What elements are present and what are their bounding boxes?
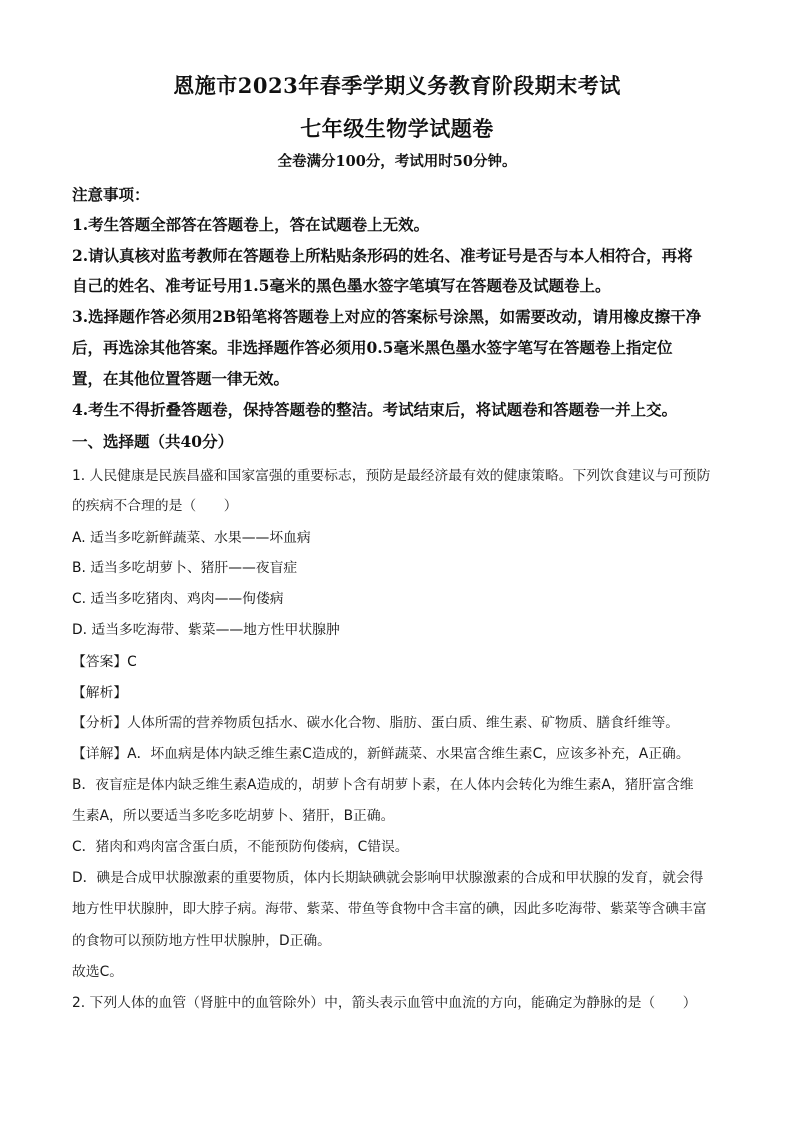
q1-answer: 【答案】C <box>72 654 137 670</box>
q1-explanation-line: B．夜盲症是体内缺乏维生素A造成的，胡萝卜含有胡萝卜素，在人体内会转化为维生素A，猪肝富含维 <box>72 777 694 793</box>
notice-item-2: 2.请认真核对监考教师在答题卷上所粘贴条形码的姓名、准考证号是否与本人相符合，再将 <box>72 246 693 265</box>
q1-option-d: D. 适当多吃海带、紫菜——地方性甲状腺肿 <box>72 622 340 638</box>
q1-option-c: C. 适当多吃猪肉、鸡肉——佝偻病 <box>72 591 284 607</box>
exam-title: 恩施市2023年春季学期义务教育阶段期末考试 <box>173 73 621 98</box>
q1-explanation-line: 的食物可以预防地方性甲状腺肿，D正确。 <box>72 933 331 949</box>
q1-explanation-line: 【详解】A．坏血病是体内缺乏维生素C造成的，新鲜蔬菜、水果富含维生素C，应该多补充，A正确。 <box>72 746 690 762</box>
exam-score-time: 全卷满分100分，考试用时50分钟。 <box>277 153 517 170</box>
q1-conclusion: 故选C。 <box>72 964 124 980</box>
q1-stem-cont: 的疾病不合理的是（ ） <box>72 498 238 514</box>
q1-explanation-line: C．猪肉和鸡肉富含蛋白质，不能预防佝偻病，C错误。 <box>72 839 409 855</box>
notice-item-2-cont: 自己的姓名、准考证号用1.5毫米的黑色墨水签字笔填写在答题卷及试题卷上。 <box>72 276 611 295</box>
q2-stem: 2. 下列人体的血管（肾脏中的血管除外）中，箭头表示血管中血流的方向，能确定为静脉的是（ ） <box>72 995 697 1011</box>
notice-heading: 注意事项： <box>72 185 150 204</box>
q1-explanation-line: 【分析】人体所需的营养物质包括水、碳水化合物、脂肪、蛋白质、维生素、矿物质、膳食纤维等。 <box>72 715 680 731</box>
q1-stem: 1. 人民健康是民族昌盛和国家富强的重要标志，预防是最经济最有效的健康策略。下列饮食建议与可预防 <box>72 468 711 484</box>
q1-explanation-line: 地方性甲状腺肿，即大脖子病。海带、紫菜、带鱼等食物中含丰富的碘，因此多吃海带、紫菜等含碘丰富 <box>72 901 707 917</box>
q1-option-a: A. 适当多吃新鲜蔬菜、水果——坏血病 <box>72 530 311 546</box>
q1-explanation-line: 生素A，所以要适当多吃多吃胡萝卜、猪肝，B正确。 <box>72 808 395 824</box>
section-heading: 一、选择题（共40分） <box>72 432 234 451</box>
notice-item-1: 1.考生答题全部答在答题卷上，答在试题卷上无效。 <box>72 215 430 234</box>
notice-item-3-cont2: 置，在其他位置答题一律无效。 <box>72 369 290 388</box>
q1-explanation-line: D．碘是合成甲状腺激素的重要物质，体内长期缺碘就会影响甲状腺激素的合成和甲状腺的发育，就会得 <box>72 870 704 886</box>
q1-analysis-label: 【解析】 <box>72 685 128 701</box>
notice-item-3-cont: 后，再选涂其他答案。非选择题作答必须用0.5毫米黑色墨水签字笔写在答题卷上指定位 <box>72 338 673 357</box>
notice-item-4: 4.考生不得折叠答题卷，保持答题卷的整洁。考试结束后，将试题卷和答题卷一并上交。 <box>72 400 678 419</box>
exam-subject-title: 七年级生物学试题卷 <box>300 116 494 141</box>
q1-option-b: B. 适当多吃胡萝卜、猪肝——夜盲症 <box>72 560 298 576</box>
notice-item-3: 3.选择题作答必须用2B铅笔将答题卷上对应的答案标号涂黑，如需要改动，请用橡皮擦干净 <box>72 307 702 326</box>
